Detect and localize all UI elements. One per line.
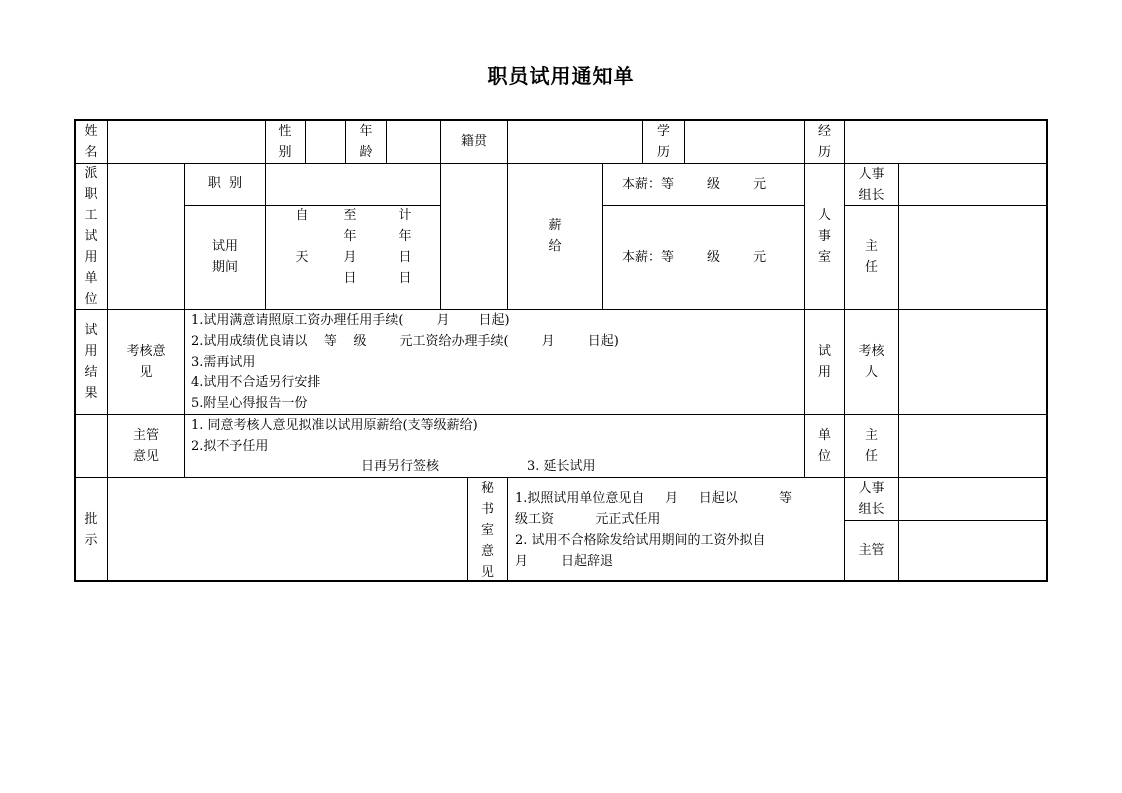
- unit-director-label: 主 任: [864, 428, 878, 464]
- col-divider: [507, 119, 508, 309]
- col-divider: [804, 119, 805, 477]
- supervisor-recheck-note: 日再另行签核: [361, 459, 440, 474]
- approval-manager-label: 主管: [858, 543, 885, 558]
- secretary-option-1: 1.拟照试用单位意见自 月 日起以 等: [515, 491, 793, 506]
- assign-unit-label: 派 职 工 试 用 单 位: [84, 166, 98, 307]
- position-label: 职 别: [207, 176, 243, 191]
- secretary-option-2-cont: 月 日起辞退: [515, 554, 614, 569]
- education-label: 学 历: [656, 124, 670, 160]
- assessor-label: 考核 人: [858, 344, 885, 380]
- salary-line-1: 本薪：等 级 元: [622, 177, 767, 192]
- secretary-opinion-label: 秘 书 室 意 见: [480, 481, 494, 580]
- col-divider: [184, 163, 185, 477]
- supervisor-option-3: 3. 延长试用: [527, 459, 596, 474]
- secretary-option-2: 2. 试用不合格除发给试用期间的工资外拟自: [515, 533, 766, 548]
- period-to: 至 年 月 日: [343, 208, 357, 286]
- approval-label: 批 示: [84, 512, 98, 548]
- hr-leader-label: 人事 组长: [858, 167, 885, 203]
- unit-label: 单 位: [817, 428, 831, 464]
- experience-label: 经 历: [817, 124, 831, 160]
- probation-side-label: 试 用: [817, 344, 831, 380]
- col-divider: [602, 163, 603, 309]
- probation-period-label: 试用 期间: [211, 239, 238, 275]
- col-divider: [844, 119, 845, 163]
- secretary-option-1-cont: 级工资 元正式任用: [515, 512, 661, 527]
- salary-label: 薪 给: [548, 218, 562, 254]
- col-divider: [898, 163, 899, 582]
- assessment-option-5: 5.附呈心得报告一份: [191, 396, 308, 411]
- col-divider: [305, 119, 306, 163]
- assessment-opinion-label: 考核意 见: [126, 344, 166, 380]
- row-divider: [602, 205, 804, 206]
- page-title: 职员试用通知单: [487, 64, 635, 88]
- assessment-option-4: 4.试用不合适另行安排: [191, 375, 321, 390]
- row-divider: [74, 163, 1048, 164]
- supervisor-option-1: 1. 同意考核人意见拟准以试用原薪给(支等级薪给): [191, 418, 478, 433]
- native-place-label: 籍贯: [460, 134, 487, 149]
- col-divider: [386, 119, 387, 163]
- assessment-option-3: 3.需再试用: [191, 355, 256, 370]
- assessment-option-2: 2.试用成绩优良请以 等 级 元工资给办理手续( 月 日起): [191, 334, 619, 349]
- col-divider: [684, 119, 685, 163]
- col-divider: [265, 163, 266, 309]
- row-divider: [74, 477, 1048, 478]
- name-label: 姓 名: [84, 124, 98, 160]
- approval-hr-leader-label: 人事 组长: [858, 481, 885, 517]
- assessment-option-1: 1.试用满意请照原工资办理任用手续( 月 日起): [191, 313, 510, 328]
- hr-office-label: 人 事 室: [817, 208, 831, 265]
- supervisor-option-2: 2.拟不予任用: [191, 439, 269, 454]
- age-label: 年 龄: [359, 124, 373, 160]
- supervisor-opinion-label: 主管 意见: [132, 428, 159, 464]
- col-divider: [507, 477, 508, 582]
- period-total: 计 年 日 日: [398, 208, 412, 286]
- salary-line-2: 本薪：等 级 元: [622, 250, 767, 265]
- row-divider: [844, 520, 1048, 521]
- gender-label: 性 别: [278, 124, 292, 160]
- period-from: 自 天: [295, 208, 309, 265]
- director-label: 主 任: [864, 239, 878, 275]
- probation-result-label: 试 用 结 果: [84, 323, 98, 401]
